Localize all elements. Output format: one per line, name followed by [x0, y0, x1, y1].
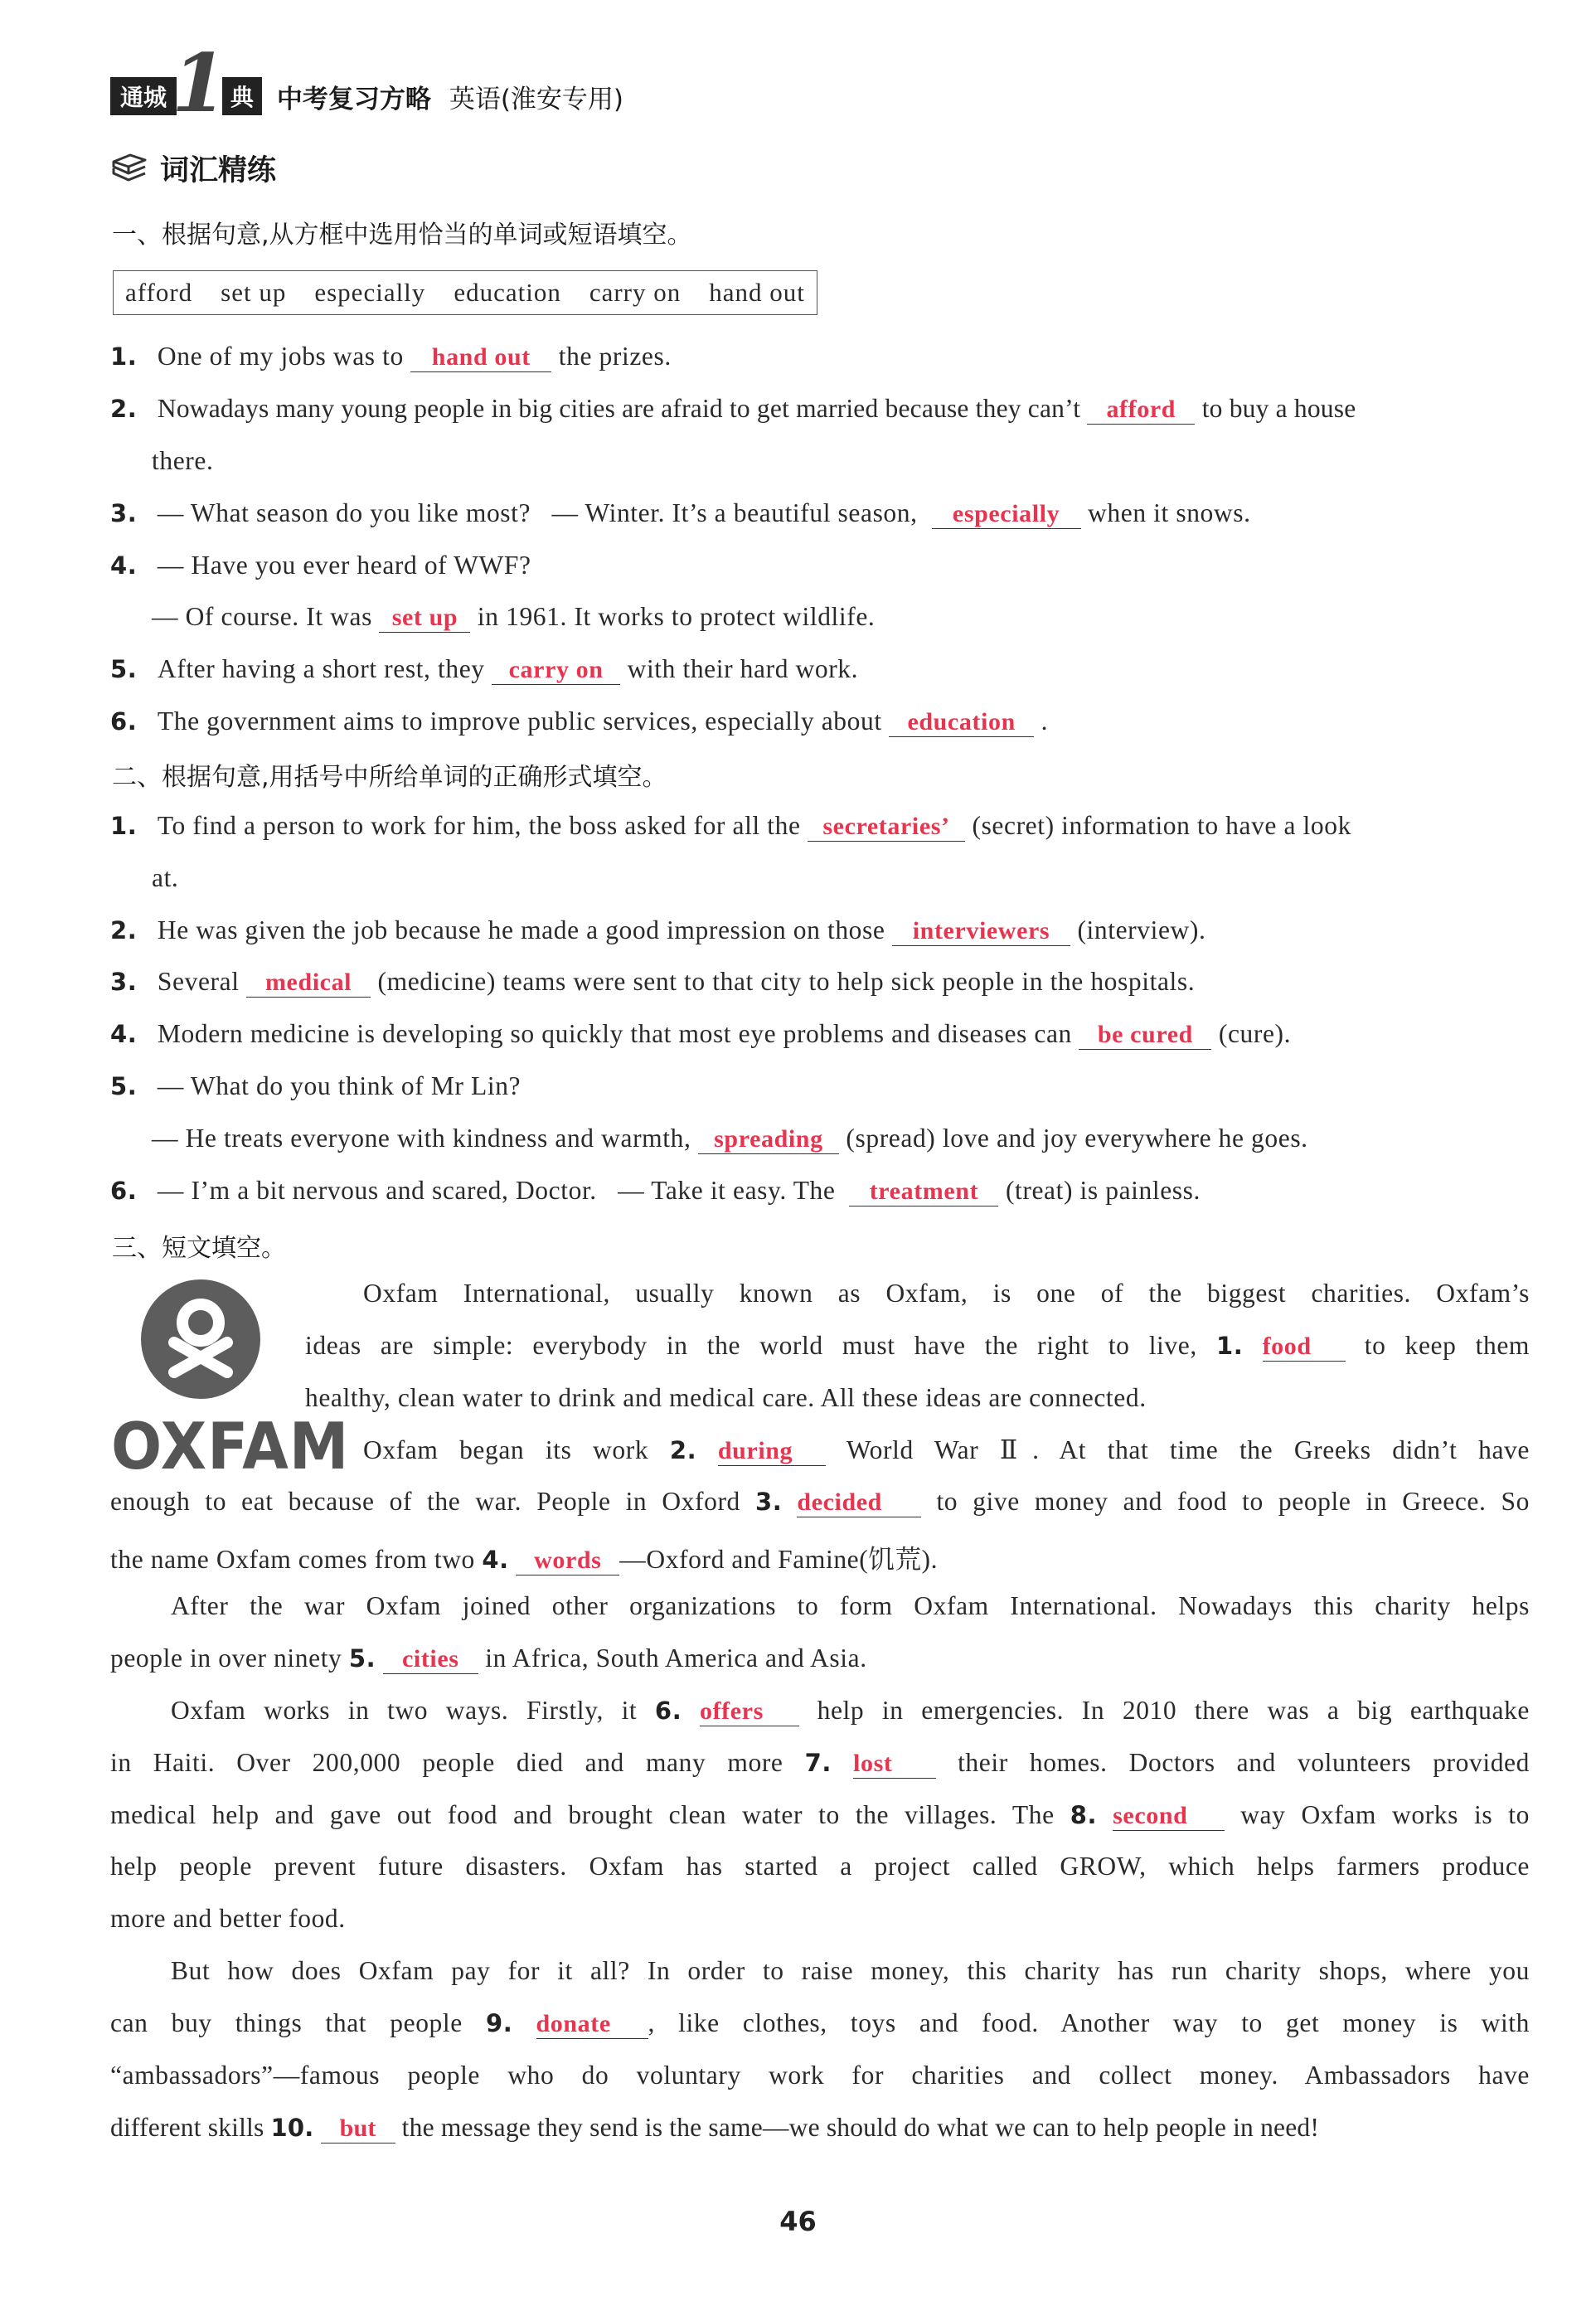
answer-blank: medical — [246, 968, 371, 998]
word-option: carry on — [589, 278, 682, 307]
passage-line: Oxfam works in two ways. Firstly, it 6. offers help in emergencies. In 2010 there was a big earthquake — [171, 1696, 1530, 1725]
passage-line: enough to eat because of the war. People in Oxford 3. decided to give money and food to people in Greece. So — [110, 1487, 1530, 1516]
question-line: — He treats everyone with kindness and warmth, spreading (spread) love and joy everywhere he goes. — [152, 1124, 1308, 1153]
book-subtitle: 英语(淮安专用) — [449, 84, 624, 114]
passage-line: different skills 10. but the message they send is the same—we should do what we can to help people in need! — [110, 2113, 1320, 2142]
answer-blank: afford — [1087, 395, 1195, 425]
answer-blank: interviewers — [892, 916, 1070, 946]
word-box — [113, 270, 817, 315]
word-option: afford — [125, 278, 193, 307]
page-number: 46 — [779, 2206, 817, 2237]
answer-blank: but — [321, 2114, 395, 2144]
question-line: 2. He was given the job because he made a good impression on those interviewers (interview). — [110, 915, 1206, 944]
answer-blank: offers — [700, 1697, 799, 1726]
word-option: set up — [221, 278, 287, 307]
answer-blank: be cured — [1079, 1020, 1211, 1050]
passage-line: But how does Oxfam pay for it all? In order to raise money, this charity has run charity shops, where you — [171, 1956, 1530, 1985]
oxfam-logo-icon — [141, 1279, 260, 1399]
oxfam-wordmark: OXFAM — [111, 1408, 350, 1484]
answer-blank: hand out — [410, 342, 551, 372]
answer-blank: donate — [536, 2009, 648, 2039]
passage-line: After the war Oxfam joined other organizations to form Oxfam International. Nowadays this charity helps — [171, 1591, 1530, 1620]
answer-blank: lost — [853, 1749, 936, 1779]
word-option: especially — [314, 278, 426, 307]
oxfam-figure-icon — [141, 1279, 260, 1399]
question-line: 4. — Have you ever heard of WWF? — [110, 551, 531, 580]
answer-blank: during — [718, 1436, 826, 1466]
brand-one: 1 — [172, 36, 227, 130]
passage-line: healthy, clean water to drink and medical care. All these ideas are connected. — [305, 1383, 1147, 1412]
question-line: 5. — What do you think of Mr Lin? — [110, 1071, 521, 1100]
part1-title: 一、根据句意,从方框中选用恰当的单词或短语填空。 — [112, 221, 692, 250]
passage-line: Oxfam International, usually known as Oxfam, is one of the biggest charities. Oxfam’s — [363, 1279, 1530, 1308]
brand-logo — [110, 36, 262, 130]
answer-blank: secretaries’ — [808, 812, 965, 842]
word-option: education — [454, 278, 561, 307]
book-title: 中考复习方略 — [276, 84, 431, 114]
passage-line: medical help and gave out food and brought clean water to the villages. The 8. second way Oxfam works is to — [110, 1800, 1530, 1829]
answer-blank: especially — [932, 499, 1081, 529]
answer-blank: words — [516, 1546, 619, 1575]
books-icon — [110, 152, 148, 185]
part3-title: 三、短文填空。 — [112, 1234, 286, 1263]
question-line: 1. One of my jobs was to hand out the prizes. — [110, 342, 672, 371]
passage-line: Oxfam began its work 2. during World War Ⅱ. At that time the Greeks didn’t have — [363, 1435, 1530, 1464]
answer-blank: second — [1113, 1801, 1225, 1831]
section-title: 词汇精练 — [160, 154, 277, 187]
answer-blank: education — [889, 707, 1034, 737]
section-heading — [110, 148, 276, 189]
brand-right: 典 — [222, 77, 262, 115]
passage-line: can buy things that people 9. donate , like clothes, toys and food. Another way to get money is with — [110, 2008, 1531, 2037]
passage-line: in Haiti. Over 200,000 people died and many more 7. lost their homes. Doctors and volunteers provided — [110, 1748, 1530, 1777]
answer-blank: carry on — [492, 655, 620, 685]
passage-line: help people prevent future disasters. Oxfam has started a project called GROW, which helps farmers produce — [110, 1852, 1530, 1881]
question-line: — Of course. It was set up in 1961. It works to protect wildlife. — [152, 602, 876, 631]
passage-line: ideas are simple: everybody in the world must have the right to live, 1. food to keep them — [305, 1331, 1530, 1360]
question-line-cont: there. — [152, 446, 214, 475]
answer-blank: cities — [383, 1644, 478, 1674]
question-line: 4. Modern medicine is developing so quickly that most eye problems and diseases can be cured (cure). — [110, 1019, 1292, 1048]
question-line-cont: at. — [152, 863, 179, 892]
answer-blank: set up — [379, 603, 470, 633]
question-line: 1. To find a person to work for him, the boss asked for all the secretaries’ (secret) information to have a look — [110, 811, 1351, 840]
question-line: 5. After having a short rest, they carry on with their hard work. — [110, 654, 859, 683]
page-header — [110, 36, 624, 130]
question-line: 3. Several medical (medicine) teams were sent to that city to help sick people in the hospitals. — [110, 967, 1196, 996]
answer-blank: food — [1263, 1332, 1346, 1362]
question-line: 2. Nowadays many young people in big cities are afraid to get married because they can’t afford to buy a house — [110, 394, 1356, 423]
part2-title: 二、根据句意,用括号中所给单词的正确形式填空。 — [112, 763, 667, 792]
word-option: hand out — [709, 278, 805, 307]
passage-line: the name Oxfam comes from two 4. words —Oxford and Famine(饥荒). — [110, 1545, 939, 1574]
passage-line: people in over ninety 5. cities in Africa, South America and Asia. — [110, 1643, 867, 1673]
answer-blank: decided — [797, 1488, 921, 1517]
question-line: 6. The government aims to improve public services, especially about education . — [110, 706, 1049, 736]
answer-blank: treatment — [849, 1177, 998, 1206]
passage-line: “ambassadors”—famous people who do voluntary work for charities and collect money. Ambassadors have — [110, 2061, 1530, 2090]
passage-line: more and better food. — [110, 1904, 346, 1933]
question-line: 3. — What season do you like most? — Winter. It’s a beautiful season, especially when it snows. — [110, 498, 1251, 527]
brand-left: 通城 — [110, 77, 177, 115]
answer-blank: spreading — [698, 1124, 839, 1154]
question-line: 6. — I’m a bit nervous and scared, Doctor. — Take it easy. The treatment (treat) is painless. — [110, 1176, 1201, 1205]
